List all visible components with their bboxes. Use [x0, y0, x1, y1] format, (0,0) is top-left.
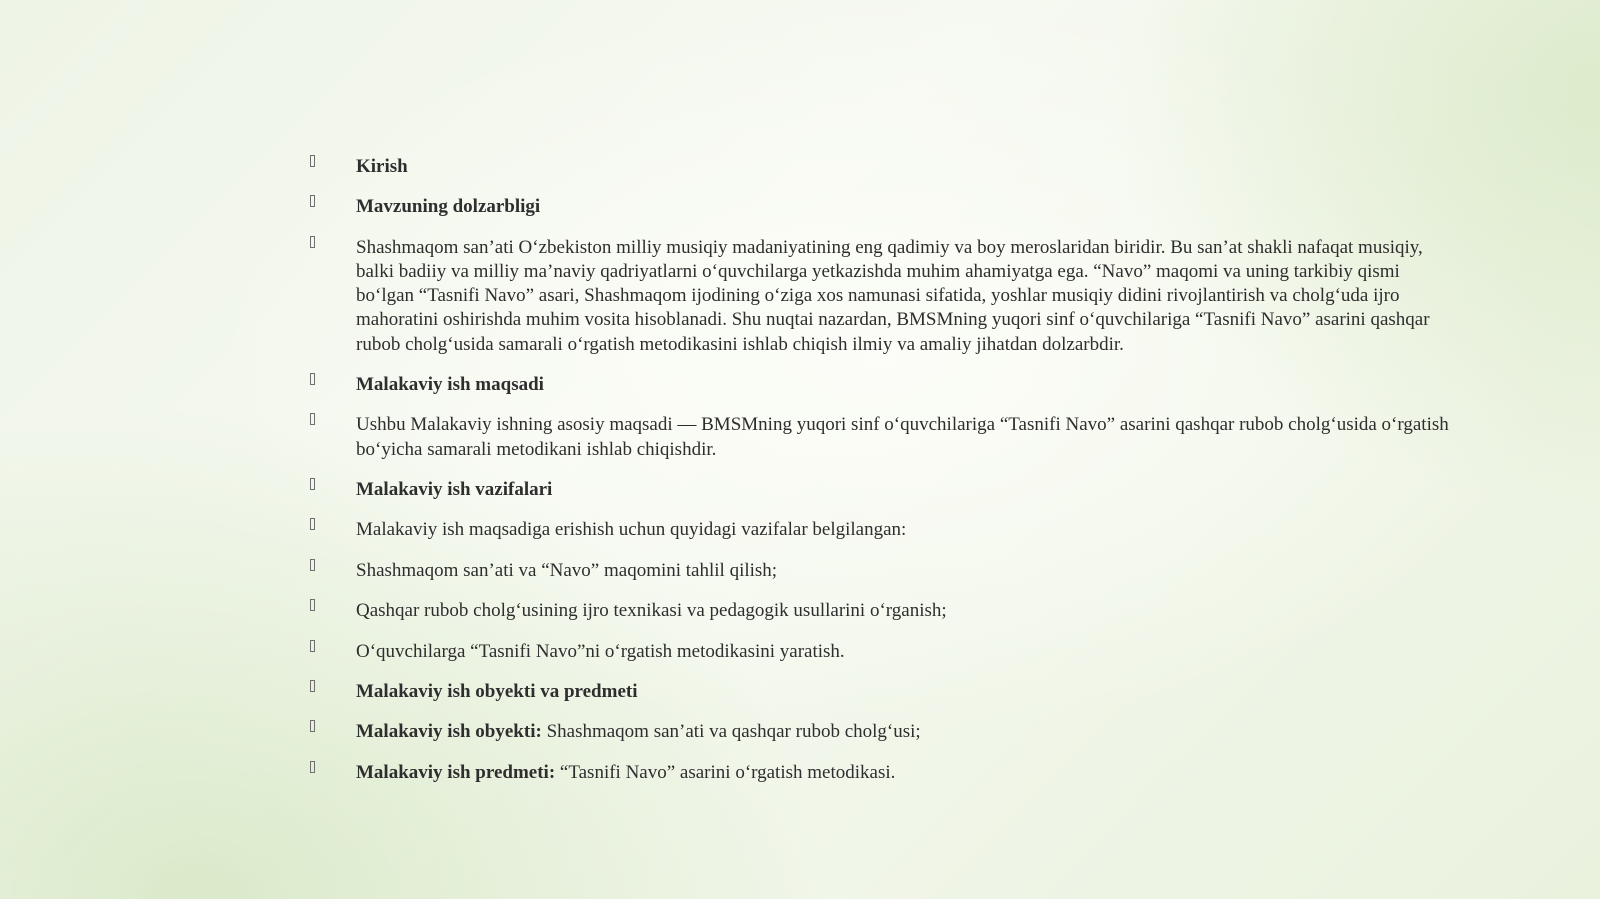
list-item-maqsad-matni	[310, 413, 1460, 461]
list-item-kirish	[310, 155, 1460, 179]
bullet-icon	[310, 761, 315, 773]
bullet-icon	[310, 478, 315, 490]
list-item-maqsadi	[310, 373, 1460, 397]
body-text: Shashmaqom san’ati O‘zbekiston milliy musiqiy madaniyatining eng qadimiy va boy meroslaridan biridir. Bu san’at shakli nafaqat musiqiy, balki badiiy va milliy ma’naviy qadriyatlarni o‘quvchilarga yetkazishda muhim ahamiyatga ega. “Navo” maqomi va uning tarkibiy qismi bo‘lgan “Tasnifi Navo” asari, Shashmaqom ijodining o‘ziga xos namunasi sifatida, yoshlar musiqiy didini rivojlantirish va cholg‘uda ijro mahoratini oshirishda muhim vosita hisoblanadi. Shu nuqtai nazardan, BMSMning yuqori sinf o‘quvchilariga “Tasnifi Navo” asarini qashqar rubob cholg‘usida samarali o‘rgatish metodikasini ishlab chiqish ilmiy va amaliy jihatdan dolzarbdir.	[356, 236, 1430, 355]
list-item-vazifalar-kirish	[310, 518, 1460, 542]
bullet-icon	[310, 236, 315, 248]
body-text: Malakaviy ish maqsadiga erishish uchun quyidagi vazifalar belgilangan:	[356, 519, 907, 541]
list-item-dolzarblik-matni	[310, 236, 1460, 357]
body-text: Qashqar rubob cholg‘usining ijro texnikasi va pedagogik usullarini o‘rganish;	[356, 600, 947, 622]
bullet-icon	[310, 155, 315, 167]
bullet-icon	[310, 413, 315, 425]
body-text: O‘quvchilarga “Tasnifi Navo”ni o‘rgatish metodikasini yaratish.	[356, 640, 845, 662]
heading-text: Malakaviy ish obyekti:	[356, 721, 542, 743]
heading-text: Malakaviy ish obyekti va predmeti	[356, 680, 638, 702]
list-item-vazifalari	[310, 478, 1460, 502]
bullet-icon	[310, 559, 315, 571]
list-item-obyekti-va-predmeti	[310, 680, 1460, 704]
bullet-icon	[310, 518, 315, 530]
list-item-vazifa-3	[310, 640, 1460, 664]
list-item-predmeti	[310, 761, 1460, 785]
list-item-vazifa-2	[310, 599, 1460, 623]
bullet-icon	[310, 195, 315, 207]
bullet-icon	[310, 599, 315, 611]
bullet-list	[310, 155, 1460, 801]
heading-text: Kirish	[356, 156, 408, 177]
bullet-icon	[310, 680, 315, 692]
list-item-obyekti	[310, 720, 1460, 744]
body-text: “Tasnifi Navo” asarini o‘rgatish metodikasi.	[555, 761, 896, 783]
bullet-icon	[310, 373, 315, 385]
heading-text: Malakaviy ish predmeti:	[356, 761, 556, 783]
heading-text: Malakaviy ish vazifalari	[356, 478, 553, 500]
body-text: Shashmaqom san’ati va “Navo” maqomini tahlil qilish;	[356, 559, 778, 581]
body-text: Shashmaqom san’ati va qashqar rubob cholg‘usi;	[541, 721, 921, 743]
bullet-icon	[310, 720, 315, 732]
body-text: Ushbu Malakaviy ishning asosiy maqsadi — BMSMning yuqori sinf o‘quvchilariga “Tasnifi Navo” asarini qashqar rubob cholg‘usida o‘rgatish bo‘yicha samarali metodikani ishlab chiqishdir.	[356, 414, 1449, 460]
heading-text: Malakaviy ish maqsadi	[356, 373, 544, 395]
list-item-vazifa-1	[310, 559, 1460, 583]
heading-text: Mavzuning dolzarbligi	[356, 196, 541, 218]
list-item-dolzarbligi	[310, 195, 1460, 219]
bullet-icon	[310, 640, 315, 652]
